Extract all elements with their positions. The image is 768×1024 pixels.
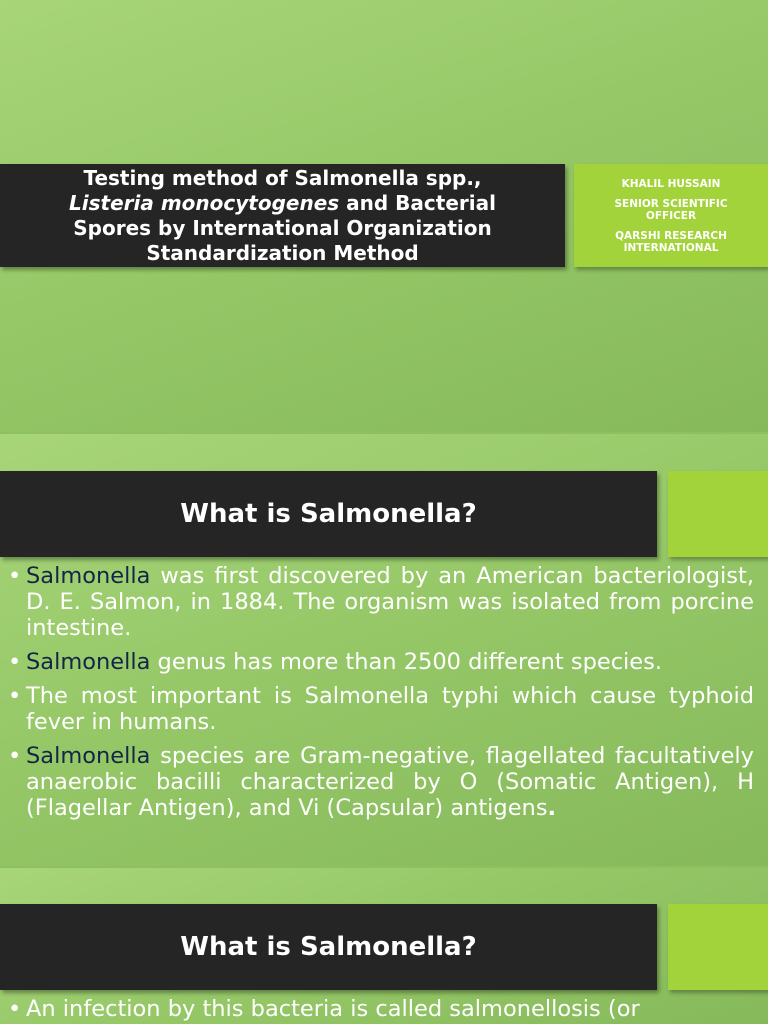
content-slide-1 [0,434,768,866]
heading-banner [0,904,657,990]
bullet-item [8,743,754,821]
title-line-2: and Bacterial [339,190,496,215]
bullet-item [8,996,754,1022]
bullet-text: species are Gram-negative, flagellated facultatively anaerobic bacilli characterized by O (Somatic Antigen), H (Flagellar Antigen), and Vi (Capsular) antigens [26,743,754,821]
author-name: KHALIL HUSSAIN [621,177,721,190]
bullet-text: was first discovered by an American bacteriologist, D. E. Salmon, in 1884. The organism was isolated from porcine intestine. [26,563,754,641]
heading-banner [0,471,657,557]
title-line-1: Testing method of Salmonella spp., [83,165,482,190]
bullet-text: The most important is Salmonella typhi which cause typhoid fever in humans. [26,683,754,735]
presentation-title [49,166,516,266]
bullet-lead-word: Salmonella [26,649,151,675]
content-slide-2 [0,868,768,1024]
title-italic-species: Listeria monocytogenes [69,190,340,215]
title-line-4: Standardization Method [146,240,419,265]
slide-heading: What is Salmonella? [180,932,477,962]
author-title: SENIOR SCIENTIFIC OFFICER [614,197,728,222]
accent-box [668,904,768,990]
bullet-item [8,563,754,641]
bullet-list [8,563,754,829]
accent-box [668,471,768,557]
bullet-text: An infection by this bacteria is called salmonellosis (or [26,996,640,1022]
bullet-item [8,649,754,675]
author-info-box [574,164,768,267]
title-slide [0,0,768,432]
bullet-lead-word: Salmonella [26,563,151,589]
bullet-text: genus has more than 2500 different species. [150,649,663,675]
title-banner [0,164,565,267]
bullet-end-period: . [547,795,557,821]
author-organization: QARSHI RESEARCH INTERNATIONAL [615,229,727,254]
slide-heading: What is Salmonella? [180,499,477,529]
bullet-item [8,683,754,735]
bullet-list [8,996,754,1024]
bullet-lead-word: Salmonella [26,743,151,769]
title-line-3: Spores by International Organization [73,215,492,240]
